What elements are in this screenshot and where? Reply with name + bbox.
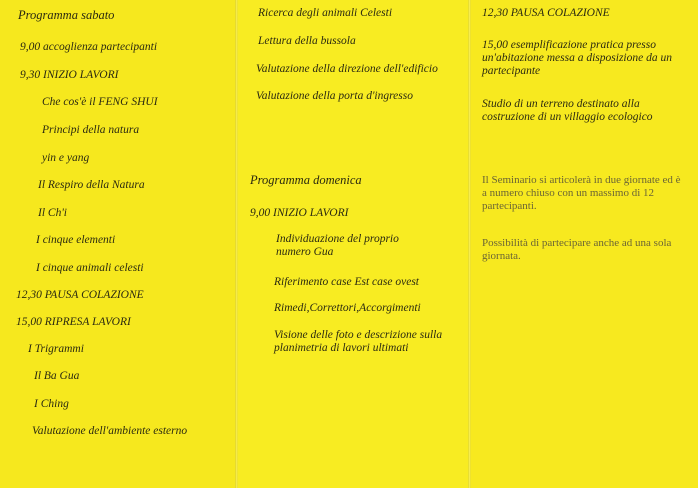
sabato-item: I Ching [34, 398, 69, 410]
sabato-item: 15,00 RIPRESA LAVORI [16, 316, 131, 328]
sabato-item: I cinque animali celesti [36, 262, 144, 274]
domenica-title: Programma domenica [250, 173, 362, 187]
middle-item: Ricerca degli animali Celesti [258, 7, 393, 19]
domenica-item: Visione delle foto e descrizione sulla planimetria di lavori ultimati [274, 329, 443, 354]
sabato-title: Programma sabato [18, 8, 115, 22]
sabato-item: Il Ch'i [38, 207, 67, 219]
sabato-item: Il Respiro della Natura [38, 179, 145, 191]
right-info-seminario: Il Seminario si articolerà in due giornate ed è a numero chiuso con un massimo di 12 partecipanti. [482, 174, 681, 212]
sabato-item: 12,30 PAUSA COLAZIONE [16, 289, 144, 301]
fold-line-right [468, 0, 471, 488]
right-esempio: 15,00 esemplificazione pratica presso un'abitazione messa a disposizione da un partecipante [482, 39, 672, 77]
domenica-item: Individuazione del proprio numero Gua [276, 233, 399, 258]
sabato-item: yin e yang [42, 152, 90, 164]
domenica-item: Riferimento case Est case ovest [274, 276, 419, 288]
sabato-item: I cinque elementi [36, 234, 116, 246]
sabato-item: I Trigrammi [28, 343, 84, 355]
sabato-item: 9,00 accoglienza partecipanti [20, 41, 158, 53]
right-studio: Studio di un terreno destinato alla costruzione di un villaggio ecologico [482, 98, 653, 123]
sabato-item: Valutazione dell'ambiente esterno [32, 425, 188, 437]
domenica-start: 9,00 INIZIO LAVORI [250, 207, 349, 219]
middle-item: Valutazione della direzione dell'edificio [256, 63, 438, 75]
right-info-giornata: Possibilità di partecipare anche ad una sola giornata. [482, 237, 672, 262]
middle-item: Valutazione della porta d'ingresso [256, 90, 413, 102]
domenica-item: Rimedi,Correttori,Accorgimenti [274, 302, 421, 314]
sabato-item: Che cos'è il FENG SHUI [42, 96, 158, 108]
middle-item: Lettura della bussola [258, 35, 356, 47]
sabato-item: Il Ba Gua [34, 370, 80, 382]
sabato-item: Principi della natura [42, 124, 140, 136]
right-pausa: 12,30 PAUSA COLAZIONE [482, 7, 610, 19]
fold-line-left [235, 0, 238, 488]
sabato-item: 9,30 INIZIO LAVORI [20, 69, 119, 81]
